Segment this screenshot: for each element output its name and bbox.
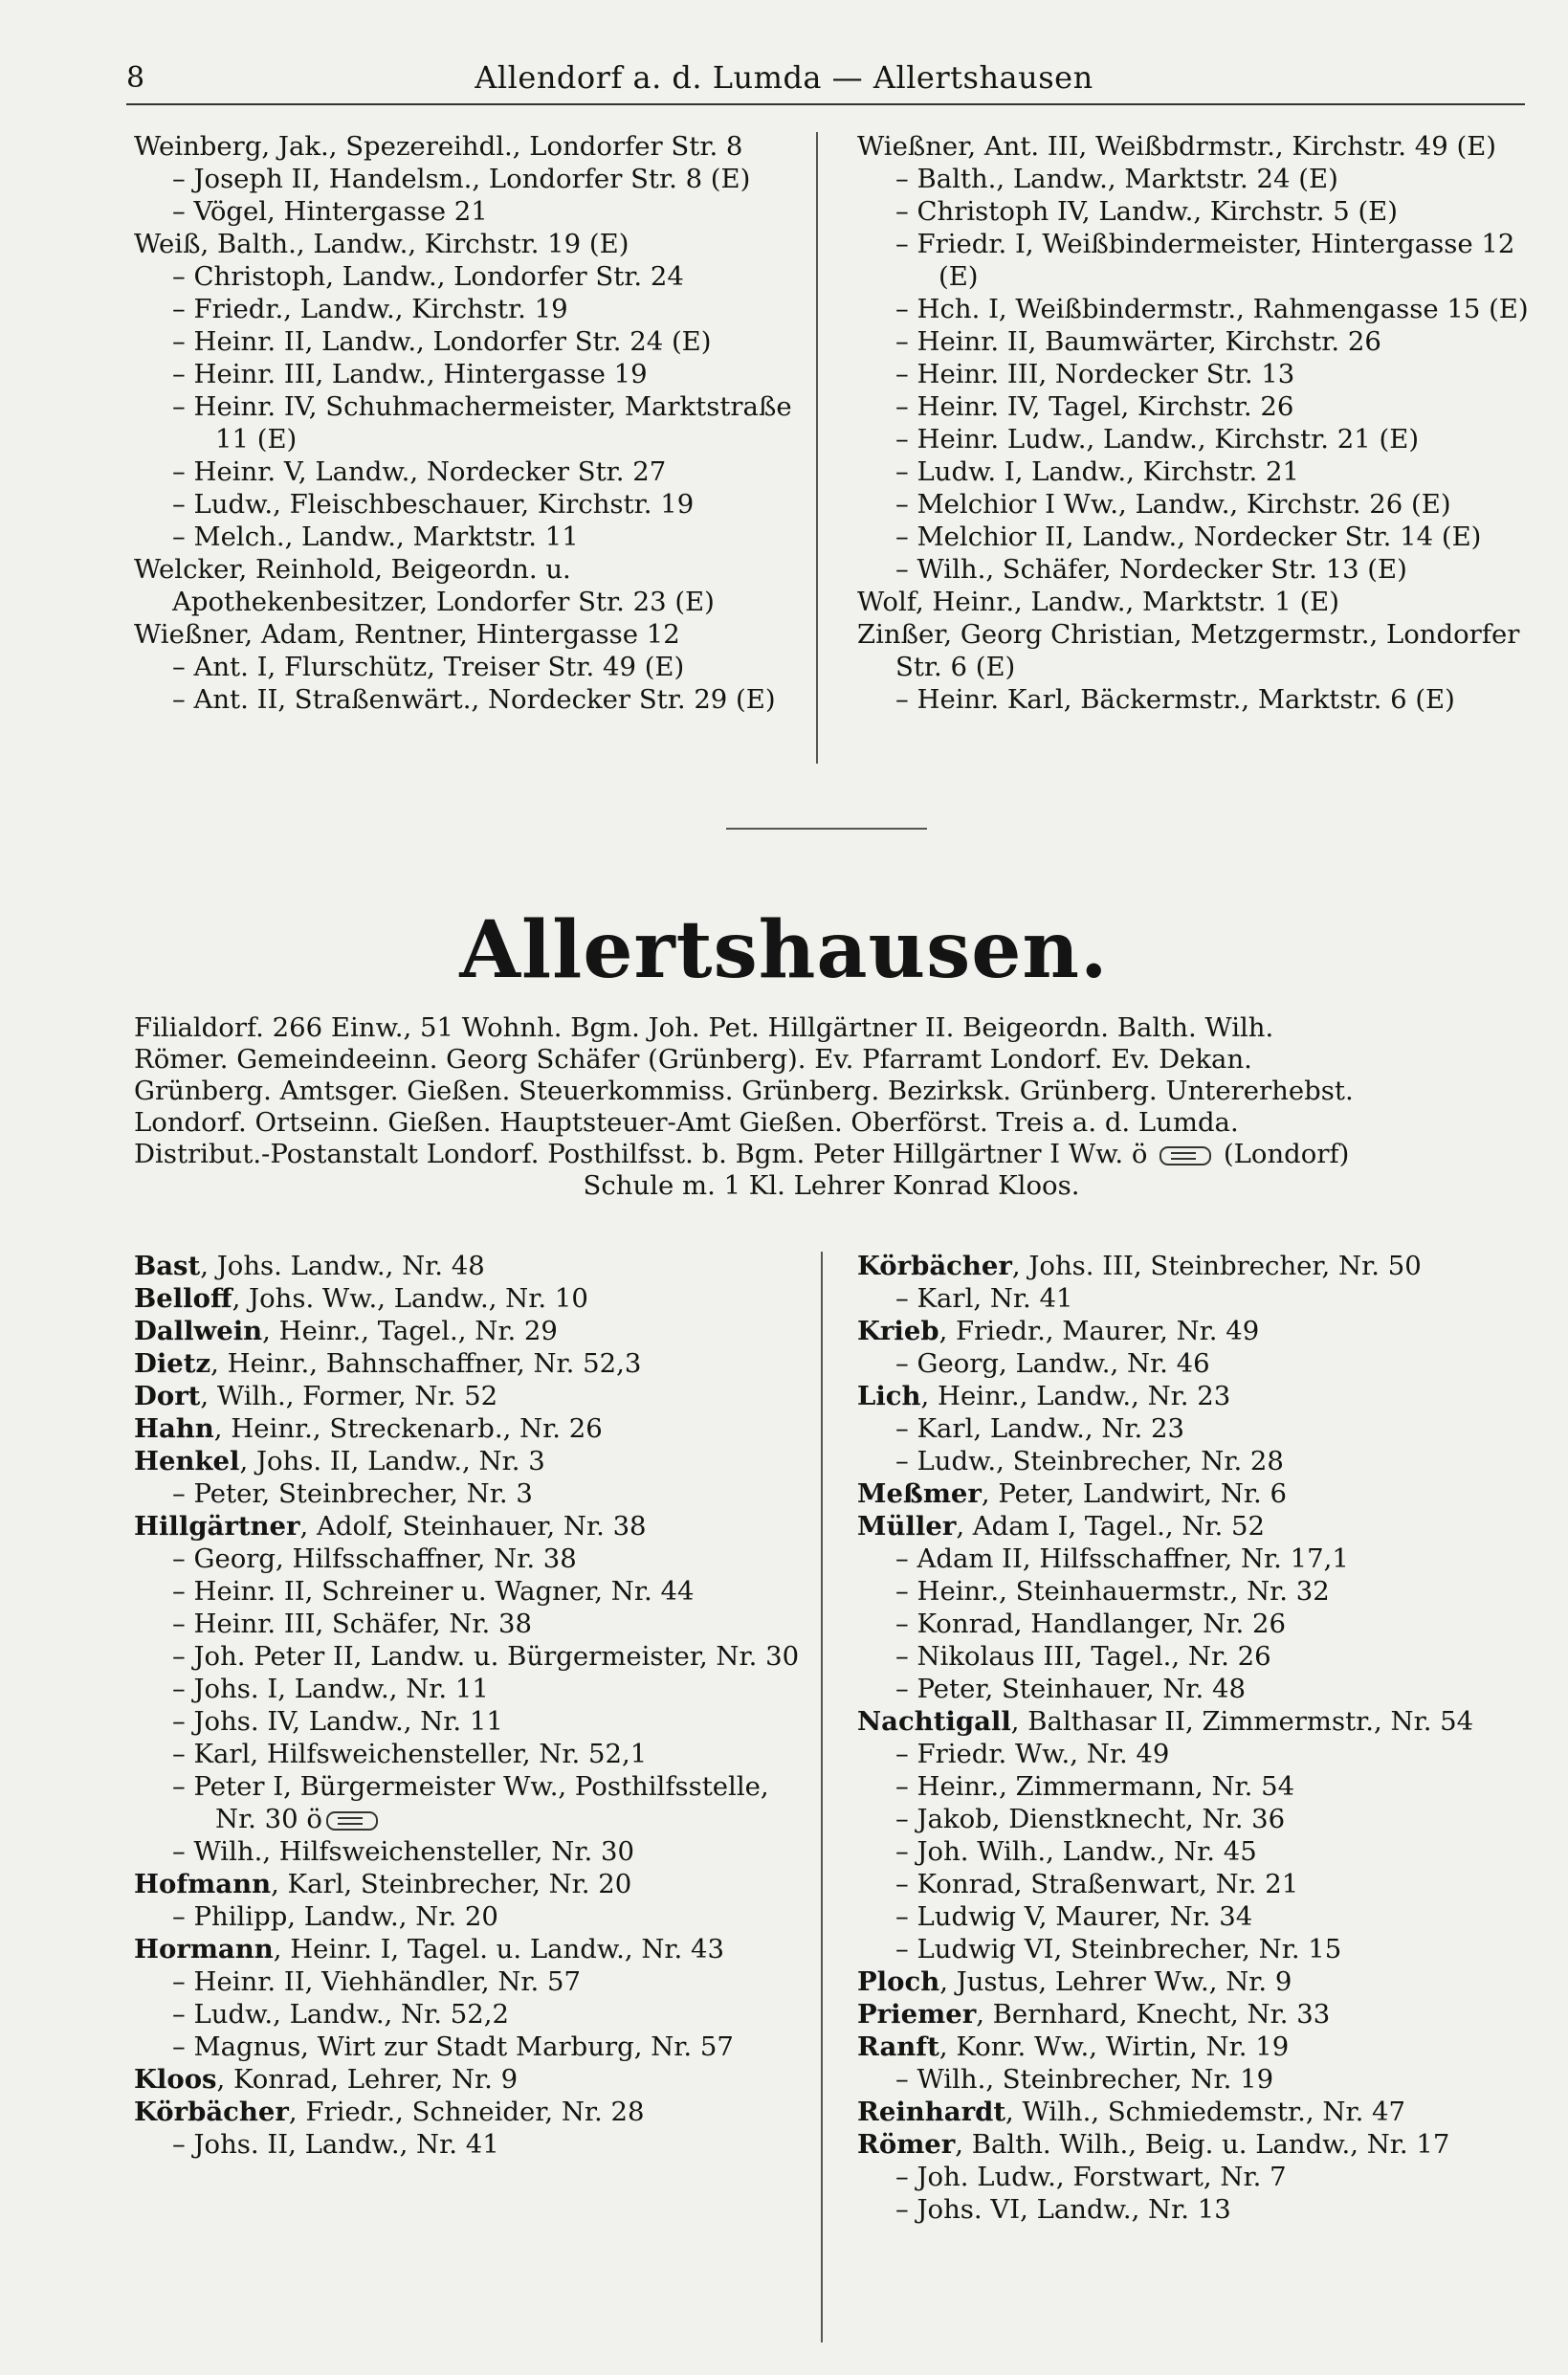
directory-entry: Weinberg, Jak., Spezereihdl., Londorfer Str. 8 <box>134 131 743 162</box>
entry-details: – Heinr. II, Viehhändler, Nr. 57 <box>172 1966 581 1997</box>
directory-entry: – Heinr. III, Landw., Hintergasse 19 <box>172 359 648 389</box>
entry-details: , Heinr., Tagel., Nr. 29 <box>262 1316 558 1346</box>
entry-details: , Johs. III, Steinbrecher, Nr. 50 <box>1011 1251 1422 1281</box>
entry-surname: Hormann <box>134 1934 274 1964</box>
directory-entry: Zinßer, Georg Christian, Metzgermstr., Londorfer Str. 6 (E) <box>857 619 1520 682</box>
directory-entry <box>857 2128 1529 2161</box>
directory-entry <box>857 1608 1529 1640</box>
entry-details: , Johs. II, Landw., Nr. 3 <box>239 1446 545 1476</box>
entry-details: – Ludw., Landw., Nr. 52,2 <box>172 1999 509 2030</box>
info-line: Filialdorf. 266 Einw., 51 Wohnh. Bgm. Joh. Pet. Hillgärtner II. Beigeordn. Balth. Wilh. <box>134 1012 1274 1043</box>
directory-entry: – Vögel, Hintergasse 21 <box>172 196 488 227</box>
directory-entry <box>857 1347 1529 1380</box>
entry-details: – Johs. II, Landw., Nr. 41 <box>172 2129 499 2160</box>
directory-entry <box>134 2128 808 2161</box>
directory-entry <box>134 2096 808 2128</box>
directory-entry <box>134 1835 808 1868</box>
directory-entry: – Christoph, Landw., Londorfer Str. 24 <box>172 261 684 292</box>
directory-entry: – Heinr. Ludw., Landw., Kirchstr. 21 (E) <box>895 424 1420 455</box>
entry-surname: Körbächer <box>857 1251 1012 1281</box>
directory-entry: – Christoph IV, Landw., Kirchstr. 5 (E) <box>895 196 1398 227</box>
directory-entry <box>857 1738 1529 1770</box>
entry-details: – Wilh., Hilfsweichensteller, Nr. 30 <box>172 1836 634 1867</box>
entry-details: , Heinr., Bahnschaffner, Nr. 52,3 <box>210 1348 642 1379</box>
directory-entry: – Heinr. V, Landw., Nordecker Str. 27 <box>172 456 667 487</box>
entry-details: , Wilh., Former, Nr. 52 <box>200 1381 498 1411</box>
directory-entry: – Heinr. II, Landw., Londorfer Str. 24 (E) <box>172 326 712 357</box>
entry-details: – Ludw., Steinbrecher, Nr. 28 <box>895 1446 1284 1476</box>
directory-entry: Welcker, Reinhold, Beigeordn. u. Apothekenbesitzer, Londorfer Str. 23 (E) <box>134 554 715 617</box>
entry-details: – Karl, Hilfsweichensteller, Nr. 52,1 <box>172 1739 648 1769</box>
village-info <box>134 1012 1529 1202</box>
directory-entry <box>857 2031 1529 2063</box>
directory-entry: – Heinr. Karl, Bäckermstr., Marktstr. 6 (E) <box>895 684 1455 715</box>
directory-entry: – Friedr., Landw., Kirchstr. 19 <box>172 294 568 324</box>
entry-surname: Meßmer <box>857 1478 982 1509</box>
column-divider <box>816 132 818 764</box>
directory-entry: – Melchior II, Landw., Nordecker Str. 14 (E) <box>895 522 1482 552</box>
directory-entry: – Friedr. I, Weißbindermeister, Hintergasse 12 (E) <box>895 229 1515 292</box>
entry-details: , Friedr., Schneider, Nr. 28 <box>288 2097 645 2127</box>
entry-details: – Heinr., Zimmermann, Nr. 54 <box>895 1771 1295 1802</box>
entry-details: – Jakob, Dienstknecht, Nr. 36 <box>895 1804 1286 1834</box>
info-line-post <box>134 1139 1529 1170</box>
directory-entry <box>857 1933 1529 1965</box>
directory-entry <box>857 1380 1529 1412</box>
directory-entry: – Ant. II, Straßenwärt., Nordecker Str. 29 (E) <box>172 684 776 715</box>
entry-surname: Nachtigall <box>857 1706 1011 1737</box>
directory-entry <box>134 1282 808 1315</box>
header-rule <box>126 103 1525 105</box>
directory-entry: – Melch., Landw., Marktstr. 11 <box>172 522 579 552</box>
directory-entry <box>857 1315 1529 1347</box>
directory-entry: – Ludw., Fleischbeschauer, Kirchstr. 19 <box>172 489 695 520</box>
directory-entry <box>134 1412 808 1445</box>
entry-surname: Lich <box>857 1381 921 1411</box>
entry-details: – Heinr. III, Schäfer, Nr. 38 <box>172 1609 533 1639</box>
info-line: Grünberg. Amtsger. Gießen. Steuerkommiss. Grünberg. Bezirksk. Grünberg. Untererhebst. <box>134 1076 1354 1106</box>
entry-details: , Heinr. I, Tagel. u. Landw., Nr. 43 <box>273 1934 725 1964</box>
directory-entry <box>134 1380 808 1412</box>
info-line: Londorf. Ortseinn. Gießen. Hauptsteuer-Amt Gießen. Oberförst. Treis a. d. Lumda. <box>134 1107 1239 1138</box>
directory-entry <box>134 1575 808 1608</box>
entry-surname: Kloos <box>134 2064 217 2095</box>
directory-entry: – Heinr. II, Baumwärter, Kirchstr. 26 <box>895 326 1381 357</box>
entry-details: – Georg, Hilfsschaffner, Nr. 38 <box>172 1543 577 1574</box>
directory-entry <box>134 1868 808 1900</box>
bottom-right-column <box>857 1250 1529 2226</box>
entry-details: , Heinr., Streckenarb., Nr. 26 <box>213 1413 603 1444</box>
entry-details: , Bernhard, Knecht, Nr. 33 <box>976 1999 1331 2030</box>
entry-surname: Römer <box>857 2129 956 2160</box>
directory-entry <box>134 1770 808 1835</box>
entry-surname: Henkel <box>134 1446 240 1476</box>
directory-entry <box>134 1965 808 1998</box>
running-title: Allendorf a. d. Lumda — Allertshausen <box>475 59 1093 96</box>
entry-details: – Johs. I, Landw., Nr. 11 <box>172 1674 489 1704</box>
bottom-left-column <box>134 1250 808 2161</box>
directory-entry: – Joseph II, Handelsm., Londorfer Str. 8 (E) <box>172 164 751 194</box>
directory-entry <box>857 1965 1529 1998</box>
entry-details: , Adolf, Steinhauer, Nr. 38 <box>299 1511 647 1542</box>
entry-details: , Johs. Landw., Nr. 48 <box>200 1251 485 1281</box>
entry-surname: Reinhardt <box>857 2097 1006 2127</box>
telephone-icon <box>1159 1146 1211 1165</box>
entry-details: , Peter, Landwirt, Nr. 6 <box>981 1478 1288 1509</box>
entry-surname: Hahn <box>134 1413 214 1444</box>
directory-entry <box>134 2063 808 2096</box>
entry-surname: Ploch <box>857 1966 940 1997</box>
info-line-text: (Londorf) <box>1223 1139 1350 1169</box>
directory-entry <box>857 1575 1529 1608</box>
directory-entry <box>857 2193 1529 2226</box>
directory-entry <box>857 1412 1529 1445</box>
directory-entry <box>134 1347 808 1380</box>
section-separator <box>726 828 927 830</box>
directory-entry <box>857 1543 1529 1575</box>
entry-details: , Konrad, Lehrer, Nr. 9 <box>216 2064 519 2095</box>
entry-details: , Karl, Steinbrecher, Nr. 20 <box>271 1869 632 1899</box>
entry-details: , Konr. Ww., Wirtin, Nr. 19 <box>939 2031 1290 2062</box>
directory-entry <box>134 1738 808 1770</box>
entry-surname: Ranft <box>857 2031 939 2062</box>
entry-surname: Krieb <box>857 1316 939 1346</box>
entry-surname: Dallwein <box>134 1316 263 1346</box>
directory-entry <box>857 1477 1529 1510</box>
info-line-text: Distribut.-Postanstalt Londorf. Posthilfsst. b. Bgm. Peter Hillgärtner I Ww. ö <box>134 1139 1148 1169</box>
entry-details: – Adam II, Hilfsschaffner, Nr. 17,1 <box>895 1543 1349 1574</box>
directory-entry <box>134 1543 808 1575</box>
directory-entry <box>857 1510 1529 1543</box>
entry-details: – Heinr. II, Schreiner u. Wagner, Nr. 44 <box>172 1576 695 1607</box>
entry-details: – Ludwig V, Maurer, Nr. 34 <box>895 1901 1253 1932</box>
entry-details: – Johs. VI, Landw., Nr. 13 <box>895 2194 1231 2225</box>
top-right-column <box>857 130 1529 716</box>
entry-details: – Peter, Steinbrecher, Nr. 3 <box>172 1478 533 1509</box>
top-left-column <box>134 130 808 716</box>
entry-details: , Balth. Wilh., Beig. u. Landw., Nr. 17 <box>955 2129 1450 2160</box>
info-line: Schule m. 1 Kl. Lehrer Konrad Kloos. <box>583 1170 1080 1201</box>
entry-details: , Balthasar II, Zimmermstr., Nr. 54 <box>1010 1706 1474 1737</box>
directory-entry <box>134 2031 808 2063</box>
directory-entry <box>134 1673 808 1705</box>
telephone-icon <box>326 1811 378 1831</box>
entry-details: – Philipp, Landw., Nr. 20 <box>172 1901 498 1932</box>
directory-entry <box>134 1998 808 2031</box>
directory-entry: Wolf, Heinr., Landw., Marktstr. 1 (E) <box>857 587 1339 617</box>
directory-entry: – Heinr. III, Nordecker Str. 13 <box>895 359 1295 389</box>
entry-surname: Müller <box>857 1511 957 1542</box>
entry-surname: Hillgärtner <box>134 1511 300 1542</box>
directory-entry: – Melchior I Ww., Landw., Kirchstr. 26 (E) <box>895 489 1451 520</box>
entry-details: , Friedr., Maurer, Nr. 49 <box>939 1316 1260 1346</box>
page-header <box>0 55 1568 113</box>
entry-details: – Joh. Wilh., Landw., Nr. 45 <box>895 1836 1257 1867</box>
directory-entry: – Balth., Landw., Marktstr. 24 (E) <box>895 164 1338 194</box>
directory-entry: – Heinr. IV, Tagel, Kirchstr. 26 <box>895 391 1294 422</box>
entry-details: , Wilh., Schmiedemstr., Nr. 47 <box>1005 2097 1406 2127</box>
entry-details: – Konrad, Handlanger, Nr. 26 <box>895 1609 1286 1639</box>
entry-details: – Peter I, Bürgermeister Ww., Posthilfsstelle, Nr. 30 ö <box>172 1771 769 1834</box>
entry-surname: Hofmann <box>134 1869 272 1899</box>
directory-entry <box>134 1315 808 1347</box>
entry-details: – Nikolaus III, Tagel., Nr. 26 <box>895 1641 1271 1672</box>
directory-entry <box>857 2096 1529 2128</box>
directory-entry <box>134 1445 808 1477</box>
directory-entry <box>857 2161 1529 2193</box>
directory-entry <box>857 1640 1529 1673</box>
directory-entry <box>857 1705 1529 1738</box>
directory-entry <box>857 1673 1529 1705</box>
directory-entry <box>134 1510 808 1543</box>
section-title: Allertshausen. <box>459 904 1109 996</box>
entry-details: , Johs. Ww., Landw., Nr. 10 <box>232 1283 588 1314</box>
entry-surname: Belloff <box>134 1283 232 1314</box>
entry-surname: Bast <box>134 1251 201 1281</box>
entry-details: – Joh. Peter II, Landw. u. Bürgermeister, Nr. 30 <box>172 1641 800 1672</box>
directory-entry <box>134 1933 808 1965</box>
directory-entry <box>857 1803 1529 1835</box>
directory-entry <box>134 1640 808 1673</box>
entry-surname: Körbächer <box>134 2097 289 2127</box>
page-number: 8 <box>126 61 145 95</box>
directory-entry <box>134 1477 808 1510</box>
directory-entry <box>857 1250 1529 1282</box>
entry-details: – Wilh., Steinbrecher, Nr. 19 <box>895 2064 1274 2095</box>
directory-entry <box>857 1835 1529 1868</box>
directory-entry: Wießner, Adam, Rentner, Hintergasse 12 <box>134 619 680 650</box>
entry-details: – Peter, Steinhauer, Nr. 48 <box>895 1674 1246 1704</box>
entry-surname: Dort <box>134 1381 201 1411</box>
directory-entry: Wießner, Ant. III, Weißbdrmstr., Kirchstr. 49 (E) <box>857 131 1497 162</box>
entry-details: , Justus, Lehrer Ww., Nr. 9 <box>939 1966 1292 1997</box>
directory-entry <box>857 2063 1529 2096</box>
directory-entry <box>134 1900 808 1933</box>
directory-entry <box>857 1282 1529 1315</box>
info-line: Römer. Gemeindeeinn. Georg Schäfer (Grünberg). Ev. Pfarramt Londorf. Ev. Dekan. <box>134 1044 1252 1075</box>
directory-entry: Weiß, Balth., Landw., Kirchstr. 19 (E) <box>134 229 629 259</box>
directory-entry: – Ant. I, Flurschütz, Treiser Str. 49 (E) <box>172 652 685 682</box>
entry-details: – Karl, Landw., Nr. 23 <box>895 1413 1184 1444</box>
entry-details: – Konrad, Straßenwart, Nr. 21 <box>895 1869 1299 1899</box>
entry-details: – Karl, Nr. 41 <box>895 1283 1073 1314</box>
entry-details: – Friedr. Ww., Nr. 49 <box>895 1739 1170 1769</box>
directory-entry <box>857 1445 1529 1477</box>
directory-entry: – Heinr. IV, Schuhmachermeister, Marktstraße 11 (E) <box>172 391 792 455</box>
entry-details: , Heinr., Landw., Nr. 23 <box>920 1381 1231 1411</box>
directory-entry: – Hch. I, Weißbindermstr., Rahmengasse 15 (E) <box>895 294 1529 324</box>
directory-entry <box>857 1868 1529 1900</box>
entry-details: , Adam I, Tagel., Nr. 52 <box>956 1511 1265 1542</box>
entry-surname: Priemer <box>857 1999 977 2030</box>
entry-details: – Ludwig VI, Steinbrecher, Nr. 15 <box>895 1934 1342 1964</box>
directory-entry <box>134 1608 808 1640</box>
directory-entry <box>857 1770 1529 1803</box>
directory-entry <box>134 1250 808 1282</box>
entry-details: – Heinr., Steinhauermstr., Nr. 32 <box>895 1576 1330 1607</box>
directory-entry: – Ludw. I, Landw., Kirchstr. 21 <box>895 456 1300 487</box>
entry-details: – Johs. IV, Landw., Nr. 11 <box>172 1706 503 1737</box>
directory-entry: – Wilh., Schäfer, Nordecker Str. 13 (E) <box>895 554 1407 585</box>
entry-surname: Dietz <box>134 1348 211 1379</box>
directory-entry <box>857 1900 1529 1933</box>
entry-details: – Georg, Landw., Nr. 46 <box>895 1348 1210 1379</box>
entry-details: – Magnus, Wirt zur Stadt Marburg, Nr. 57 <box>172 2031 734 2062</box>
directory-entry <box>857 1998 1529 2031</box>
column-divider <box>821 1252 823 2342</box>
entry-details: – Joh. Ludw., Forstwart, Nr. 7 <box>895 2162 1287 2192</box>
directory-entry <box>134 1705 808 1738</box>
